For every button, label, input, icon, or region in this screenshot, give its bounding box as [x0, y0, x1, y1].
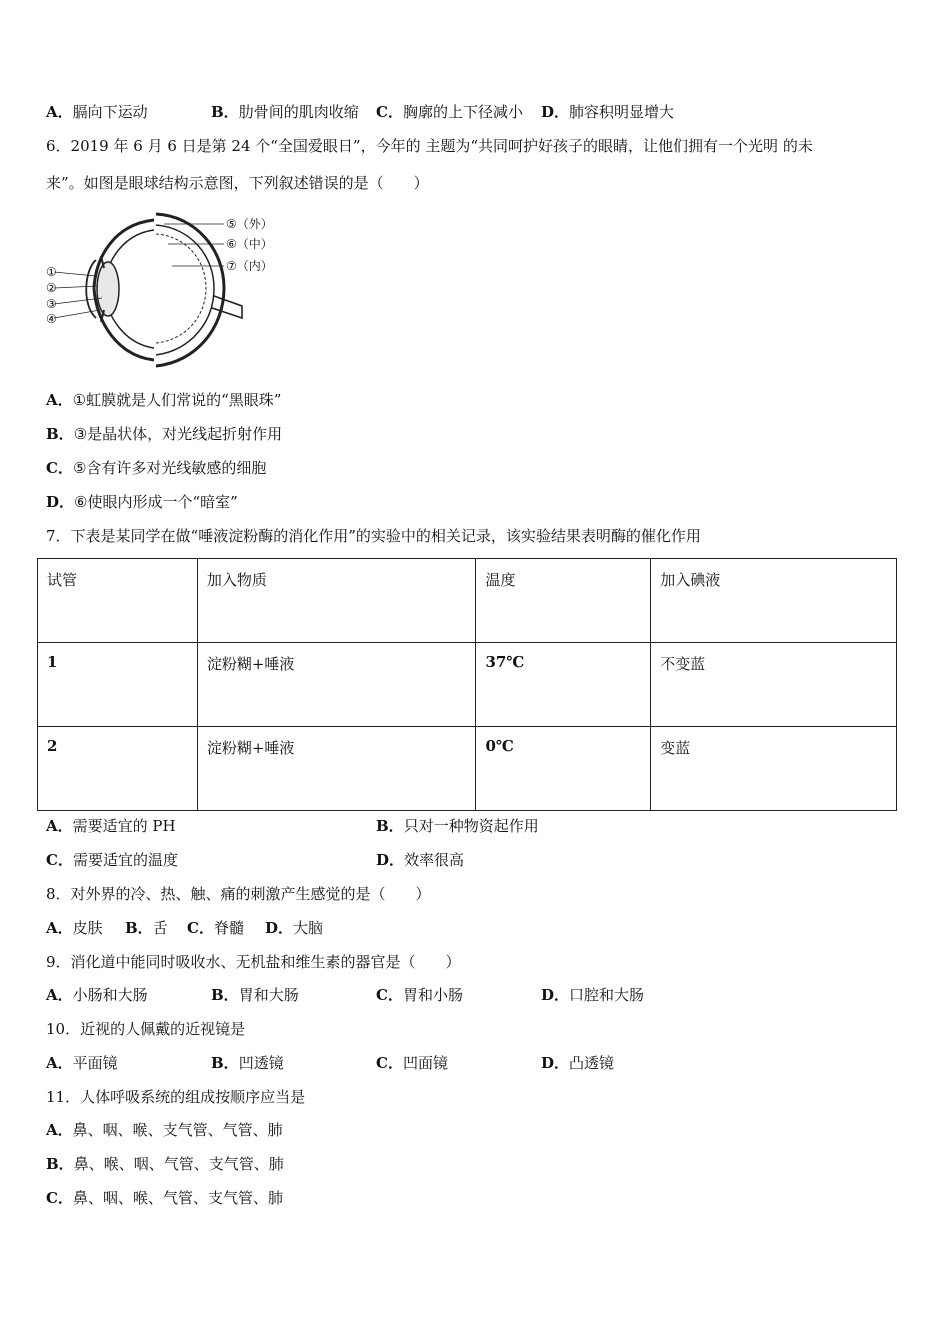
q11-stem: 11．人体呼吸系统的组成按顺序应当是 — [46, 1088, 306, 1106]
q10-stem: 10．近视的人佩戴的近视镜是 — [46, 1020, 246, 1038]
q7-option-b: B．只对一种物资起作用 — [376, 817, 539, 835]
q7-option-c: C．需要适宜的温度 — [46, 851, 178, 869]
q6-option-a: A．①虹膜就是人们常说的“黑眼珠” — [46, 391, 282, 409]
q5-option-a: A．膈向下运动 — [46, 103, 148, 121]
pointer-1 — [54, 272, 96, 276]
q5-option-c: C．胸廓的上下径减小 — [376, 103, 523, 121]
eyeball-diagram — [46, 210, 286, 375]
q10-option-b: B．凹透镜 — [211, 1054, 284, 1072]
q10-option-c: C．凹面镜 — [376, 1054, 448, 1072]
q8-option-c: C．脊髓 — [187, 919, 244, 937]
label-7: ⑦（内） — [226, 259, 273, 273]
table-cell: 37℃ — [476, 643, 651, 727]
q8-option-d: D．大脑 — [265, 919, 324, 937]
q11-option-b: B．鼻、喉、咽、气管、支气管、肺 — [46, 1155, 284, 1173]
table-cell: 1 — [38, 643, 198, 727]
table-header-row — [38, 559, 897, 643]
label-1: ① — [46, 265, 57, 279]
table-header-cell: 加入物质 — [197, 559, 476, 643]
table-header-cell: 加入碘液 — [651, 559, 897, 643]
q5-option-d: D．肺容积明显增大 — [541, 103, 675, 121]
q6-option-c: C．⑤含有许多对光线敏感的细胞 — [46, 459, 267, 477]
q9-option-d: D．口腔和大肠 — [541, 986, 645, 1004]
label-5: ⑤（外） — [226, 217, 273, 231]
q7-option-d: D．效率很高 — [376, 851, 465, 869]
label-6: ⑥（中） — [226, 237, 273, 251]
q7-stem: 7．下表是某同学在做“唾液淀粉酶的消化作用”的实验中的相关记录，该实验结果表明酶的催化作用 — [46, 527, 701, 545]
q11-option-c: C．鼻、咽、喉、气管、支气管、肺 — [46, 1189, 283, 1207]
optic-nerve — [212, 296, 242, 318]
pointer-2 — [54, 286, 98, 288]
table-cell: 变蓝 — [651, 727, 897, 811]
q9-option-a: A．小肠和大肠 — [46, 986, 148, 1004]
lens — [97, 262, 119, 316]
q10-option-a: A．平面镜 — [46, 1054, 118, 1072]
q10-option-d: D．凸透镜 — [541, 1054, 615, 1072]
table-cell: 不变蓝 — [651, 643, 897, 727]
table-cell: 淀粉糊+唾液 — [197, 727, 476, 811]
q6-stem-line1: 6．2019 年 6 月 6 日是第 24 个“全国爱眼日”，今年的 主题为“共同呵护好孩子的眼睛，让他们拥有一个光明 的未 — [46, 137, 813, 155]
inner-layer — [156, 234, 206, 343]
table-row — [38, 727, 897, 811]
q8-stem: 8．对外界的冷、热、触、痛的刺激产生感觉的是（ ） — [46, 885, 431, 903]
experiment-table — [37, 558, 897, 811]
q6-option-b: B．③是晶状体，对光线起折射作用 — [46, 425, 283, 443]
label-2: ② — [46, 281, 57, 295]
q7-option-a: A．需要适宜的 PH — [46, 817, 176, 835]
q11-option-a: A．鼻、咽、喉、支气管、气管、肺 — [46, 1121, 283, 1139]
q9-option-b: B．胃和大肠 — [211, 986, 299, 1004]
q6-option-d: D．⑥使眼内形成一个“暗室” — [46, 493, 238, 511]
q6-stem-line2: 来”。如图是眼球结构示意图，下列叙述错误的是（ ） — [46, 174, 429, 192]
table-cell: 0℃ — [476, 727, 651, 811]
q5-option-b: B．肋骨间的肌肉收缩 — [211, 103, 359, 121]
table-cell: 2 — [38, 727, 198, 811]
table-cell: 淀粉糊+唾液 — [197, 643, 476, 727]
q9-stem: 9．消化道中能同时吸收水、无机盐和维生素的器官是（ ） — [46, 953, 461, 971]
table-header-cell: 试管 — [38, 559, 198, 643]
q8-option-a: A．皮肤 — [46, 919, 103, 937]
label-4: ④ — [46, 312, 57, 326]
table-header-cell: 温度 — [476, 559, 651, 643]
table-row — [38, 643, 897, 727]
q9-option-c: C．胃和小肠 — [376, 986, 463, 1004]
q8-option-b: B．舌 — [125, 919, 168, 937]
label-3: ③ — [46, 297, 57, 311]
